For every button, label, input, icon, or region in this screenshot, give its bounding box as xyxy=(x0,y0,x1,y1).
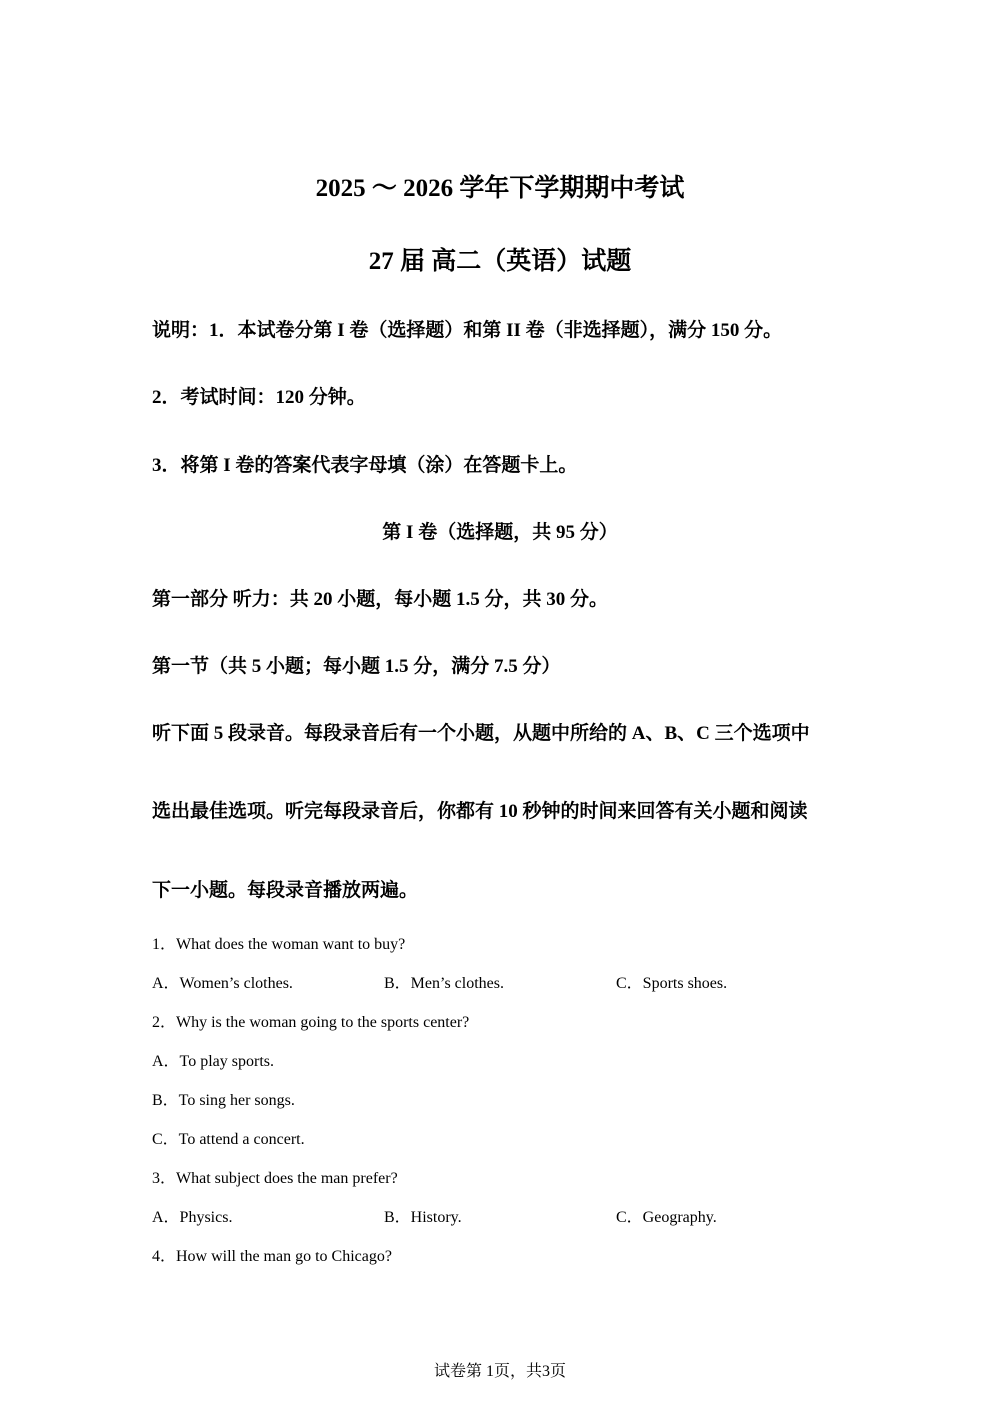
instruction-3: 3．将第 I 卷的答案代表字母填（涂）在答题卡上。 xyxy=(152,455,578,476)
question-4-stem: 4．How will the man go to Chicago? xyxy=(152,1248,392,1265)
question-3-option-a: A．Physics. xyxy=(152,1209,233,1226)
part1-heading: 第一部分 听力：共 20 小题，每小题 1.5 分，共 30 分。 xyxy=(152,589,609,610)
page-footer: 试卷第 1页，共3页 xyxy=(433,1363,566,1380)
instruction-2: 2．考试时间：120 分钟。 xyxy=(152,387,366,408)
volume-heading: 第 I 卷（选择题，共 95 分） xyxy=(382,522,618,543)
section1-heading: 第一节（共 5 小题；每小题 1.5 分，满分 7.5 分） xyxy=(152,656,561,677)
instruction-1: 说明：1．本试卷分第 I 卷（选择题）和第 II 卷（非选择题），满分 150 分。 xyxy=(152,320,783,341)
question-2-option-c: C．To attend a concert. xyxy=(152,1131,305,1148)
exam-subtitle: 27 届 高二（英语）试题 xyxy=(368,248,632,275)
question-3-option-c: C．Geography. xyxy=(616,1209,717,1226)
question-1-stem: 1．What does the woman want to buy? xyxy=(152,936,406,953)
question-2-option-a: A．To play sports. xyxy=(152,1053,274,1070)
directions-line-3: 下一小题。每段录音播放两遍。 xyxy=(152,880,419,901)
question-2-option-b: B．To sing her songs. xyxy=(152,1092,295,1109)
question-1-option-c: C．Sports shoes. xyxy=(616,975,728,992)
question-3-option-b: B．History. xyxy=(384,1209,462,1226)
exam-title: 2025 ～ 2026 学年下学期期中考试 xyxy=(315,175,685,202)
question-1-option-b: B．Men’s clothes. xyxy=(384,975,504,992)
question-3-stem: 3．What subject does the man prefer? xyxy=(152,1170,398,1187)
question-2-stem: 2．Why is the woman going to the sports center? xyxy=(152,1014,470,1031)
directions-line-2: 选出最佳选项。听完每段录音后，你都有 10 秒钟的时间来回答有关小题和阅读 xyxy=(152,801,808,822)
question-1-option-a: A．Women’s clothes. xyxy=(152,975,293,992)
directions-line-1: 听下面 5 段录音。每段录音后有一个小题，从题中所给的 A、B、C 三个选项中 xyxy=(152,723,810,744)
